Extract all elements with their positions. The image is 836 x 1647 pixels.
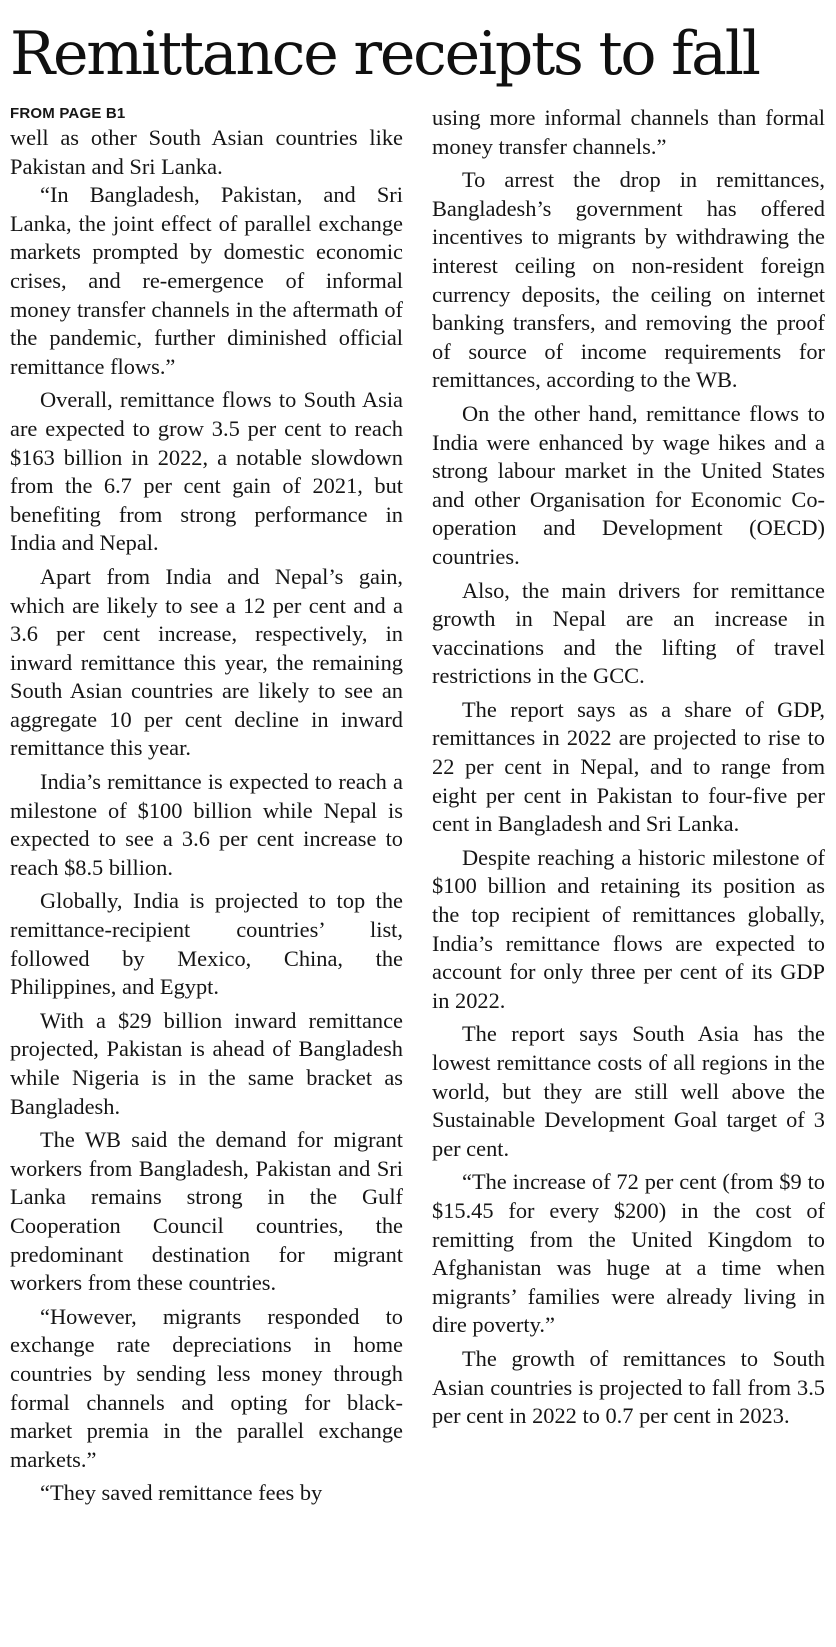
paragraph: On the other hand, remittance flows to India were enhanced by wage hikes and a strong labour market in the United States and other Organisation for Economic Co-operation and Development (OECD) countries. bbox=[432, 400, 825, 569]
headline: Remittance receipts to fall bbox=[10, 19, 759, 89]
paragraph: using more informal channels than formal money transfer channels.” bbox=[432, 105, 825, 159]
paragraph: “In Bangladesh, Pakistan, and Sri Lanka, the joint effect of parallel exchange markets prompted by domestic economic crises, and re-emergence of informal money transfer channels in the aftermath of the pandemic, further diminished official remittance flows.” bbox=[10, 182, 403, 379]
article-column-right bbox=[432, 104, 825, 1431]
paragraph: Overall, remittance flows to South Asia are expected to grow 3.5 per cent to reach $163 billion in 2022, a notable slowdown from the 6.7 per cent gain of 2021, but benefiting from strong performance in India and Nepal. bbox=[10, 387, 403, 556]
paragraph: The growth of remittances to South Asian countries is projected to fall from 3.5 per cent in 2022 to 0.7 per cent in 2023. bbox=[432, 1345, 825, 1429]
article-column-left bbox=[10, 104, 403, 1508]
paragraph: The WB said the demand for migrant workers from Bangladesh, Pakistan and Sri Lanka remains strong in the Gulf Cooperation Council countries, the predominant destination for migrant workers from these countries. bbox=[10, 1127, 403, 1296]
paragraph: With a $29 billion inward remittance projected, Pakistan is ahead of Bangladesh while Nigeria is in the same bracket as Bangladesh. bbox=[10, 1007, 403, 1119]
paragraph: The report says as a share of GDP, remittances in 2022 are projected to rise to 22 per cent in Nepal, and to range from eight per cent in Pakistan to four-five per cent in Bangladesh and Sri Lanka. bbox=[432, 696, 825, 837]
paragraph: “They saved remittance fees by bbox=[40, 1480, 323, 1506]
paragraph: “However, migrants responded to exchange rate depreciations in home countries by sending less money through formal channels and opting for black-market premia in the parallel exchange markets.” bbox=[10, 1303, 403, 1472]
paragraph: India’s remittance is expected to reach a milestone of $100 billion while Nepal is expected to see a 3.6 per cent increase to reach $8.5 billion. bbox=[10, 769, 403, 880]
paragraph: Also, the main drivers for remittance growth in Nepal are an increase in vaccinations and the lifting of travel restrictions in the GCC. bbox=[432, 577, 825, 689]
paragraph: Globally, India is projected to top the remittance-recipient countries’ list, followed by Mexico, China, the Philippines, and Egypt. bbox=[10, 888, 403, 1000]
from-page-kicker: FROM PAGE B1 bbox=[10, 105, 126, 122]
paragraph: Despite reaching a historic milestone of $100 billion and retaining its position as the top recipient of remittances globally, India’s remittance flows are expected to account for only three per cent of its GDP in 2022. bbox=[432, 844, 825, 1013]
paragraph: The report says South Asia has the lowest remittance costs of all regions in the world, but they are still well above the Sustainable Development Goal target of 3 per cent. bbox=[432, 1021, 825, 1161]
paragraph: well as other South Asian countries like Pakistan and Sri Lanka. bbox=[10, 125, 403, 179]
paragraph: “The increase of 72 per cent (from $9 to $15.45 for every $200) in the cost of remitting from the United Kingdom to Afghanistan was huge at a time when migrants’ families were already living in dire poverty.” bbox=[432, 1169, 825, 1338]
paragraph: To arrest the drop in remittances, Bangladesh’s government has offered incentives to migrants by withdrawing the interest ceiling on non-resident foreign currency deposits, the ceiling on internet banking transfers, and removing the proof of source of income requirements for remittances, according to the WB. bbox=[432, 167, 825, 393]
paragraph: Apart from India and Nepal’s gain, which are likely to see a 12 per cent and a 3.6 per cent increase, respectively, in inward remittance this year, the remaining South Asian countries are likely to see an aggregate 10 per cent decline in inward remittance this year. bbox=[10, 563, 403, 761]
